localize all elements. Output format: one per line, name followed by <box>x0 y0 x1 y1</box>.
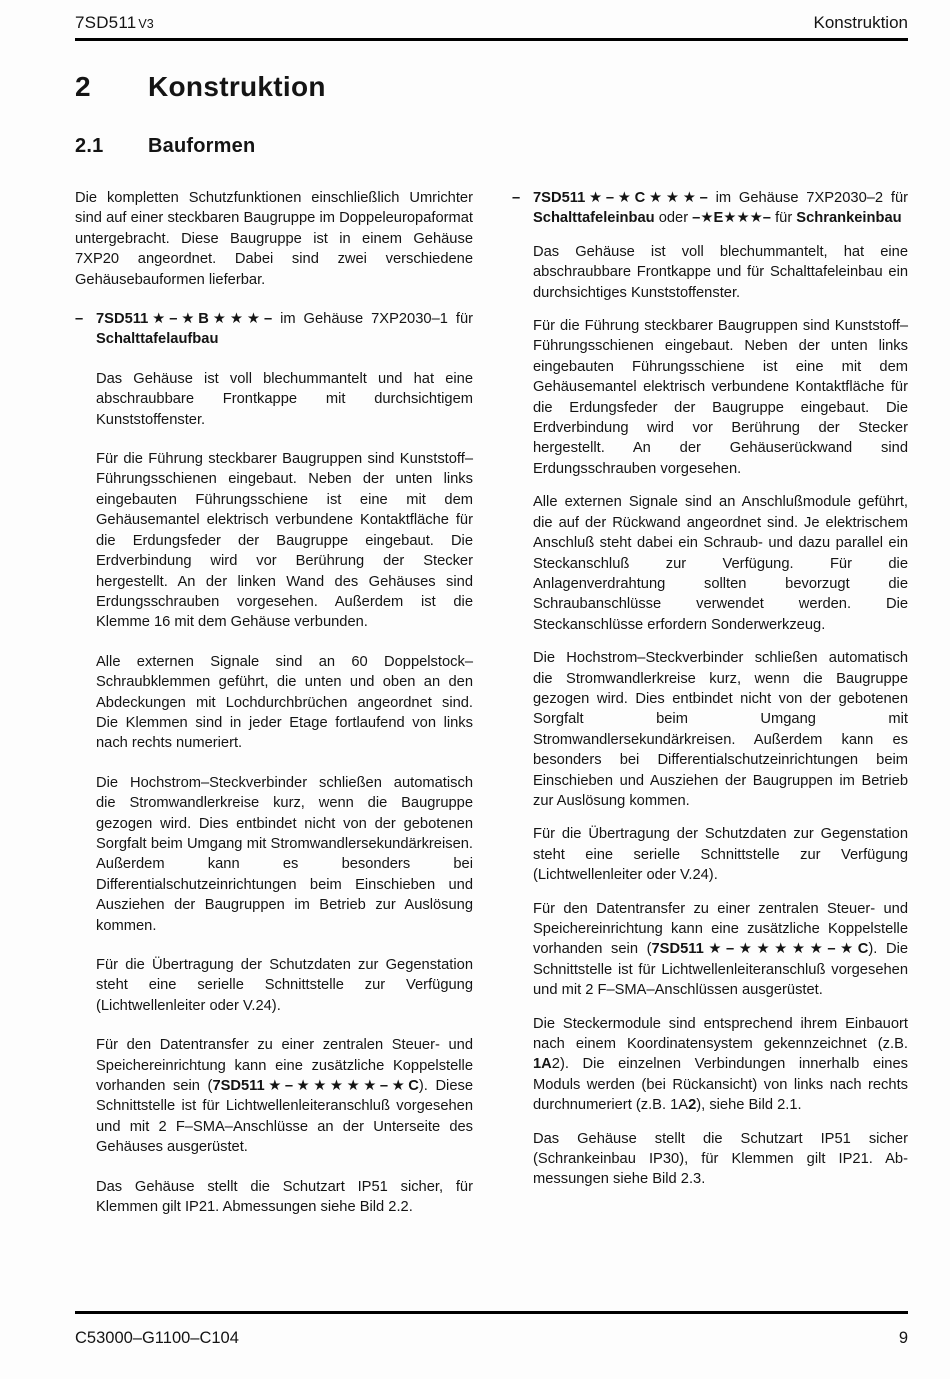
intro-paragraph: Die kompletten Schutzfunktionen einschließlich Umrichter sind auf einer steckbaren Baugruppe im Doppeleuropaformat untergebracht. Diese Baugruppe ist in einem Gehäuse 7XP20 angeordnet. Dabei sind zwei verschiedene Gehäusebauformen lieferbar. <box>75 190 473 288</box>
footer-rule <box>75 1311 908 1314</box>
chapter-number: 2 <box>75 71 91 102</box>
header-rule <box>75 38 908 41</box>
paragraph: Für den Datentransfer zu einer zentralen Steuer- und Speichereinrichtung kann eine zusätzliche Koppelstelle vorhanden sein (7SD511★–★★★★★–★C). Die Schnittstelle ist für Lichtwellenleiteranschluß vorgesehen und mit 2 F–SMA–Anschlüssen ausgerüstet. <box>533 900 908 999</box>
bullet-text: 7SD511★–★B★★★– im Gehäuse 7XP2030–1 für Schalttafelaufbau <box>96 311 474 348</box>
column-left <box>75 188 473 1236</box>
paragraph: Für die Übertragung der Schutzdaten zur Gegenstation steht eine serielle Schnittstelle zur Verfügung (Lichtwellenleiter oder V.24). <box>96 957 473 1014</box>
content-columns <box>75 188 908 1236</box>
paragraph: Für die Übertragung der Schutzdaten zur Gegenstation steht eine serielle Schnittstelle zur Verfügung (Lichtwellenleiter oder V.24). <box>533 826 908 884</box>
paragraph: Alle externen Signale sind an Anschlußmodule geführt, die auf der Rückwand angeordnet sind. Je elektrischem Anschluß steht dabei ein Schraub- und dazu parallel ein Steckanschluß zur Verfügung. Für die Anlagenverdrahtung sollten bevorzugt die Schraubanschlüsse verwendet werden. Die Steckanschlüsse erfordern Sonderwerkzeug. <box>533 494 908 633</box>
section-heading <box>75 135 255 158</box>
header-version: V3 <box>138 17 154 31</box>
bullet-dash-marker: – <box>75 311 84 328</box>
page-footer <box>75 1329 908 1348</box>
bullet-text: 7SD511★–★C★★★– im Gehäuse 7XP2030–2 für Schalttafeleinbau oder –★E★★★– für Schrankeinbau <box>533 190 909 227</box>
paragraph: Für die Führung steckbarer Baugruppen sind Kunststoff–Führungsschienen eingebaut. Neben der unten links eingebauten Führungsschiene ist eine mit dem Gehäusemantel elektrisch verbundene Kontaktfläche für die Erdungsfeder der Baugruppe eingebaut. Die Erdverbindung wird vor Berührung der Stecker hergestellt. An der Gehäuserückwand sind Erdungsschrauben vorgesehen. <box>533 318 908 477</box>
paragraph: Für die Führung steckbarer Baugruppen sind Kunststoff–Führungsschienen eingebaut. Neben der unten links eingebauten Führungsschiene ist eine mit dem Gehäusemantel elektrisch verbundene Kontaktfläche für die Erdungsfeder der Baugruppe eingebaut. Die Erdverbindung wird vor Berührung der Stecker hergestellt. An der linken Wand des Gehäuses sind Erdungsschrauben vorgesehen. Außerdem ist die Klemme 16 mit dem Gehäuse verbunden. <box>96 451 473 631</box>
bullet-dash-marker: – <box>512 190 521 206</box>
section-number: 2.1 <box>75 135 104 157</box>
chapter-title: Konstruktion <box>148 71 326 102</box>
section-title: Bauformen <box>148 135 256 157</box>
paragraph: Alle externen Signale sind an 60 Doppelstock–Schraubklemmen geführt, die unten und oben an den Abdeckungen mit Lochdurchbrüchen angeordnet sind. Die Klemmen sind in jeder Etage fortlaufend von links nach rechts numeriert. <box>96 653 473 752</box>
paragraph: Das Gehäuse ist voll blechummantelt, hat eine abschraubbare Frontkappe und für Schalttafeleinbau ein durchsichtiges Kunststoffenster. <box>533 243 908 301</box>
header-document-id <box>75 13 154 33</box>
variant-bullet-surface-mount <box>75 309 473 350</box>
column-right <box>512 188 908 1236</box>
paragraph: Für den Datentransfer zu einer zentralen Steuer- und Speichereinrichtung kann eine zusätzliche Koppelstelle vorhanden sein (7SD511★–★★★★★–★C). Diese Schnittstelle ist für Lichtwellenleiteranschluß vorgesehen und mit 2 F–SMA–Anschlüsse an der Unterseite des Gehäuses ausgerüstet. <box>96 1037 473 1156</box>
page-header <box>75 13 908 33</box>
paragraph: Die Steckermodule sind entsprechend ihrem Einbauort nach einem Koordinatensystem gekennzeichnet (z.B. 1A2). Die einzelnen Verbindungen innerhalb eines Moduls werden (bei Rückansicht) von links nach rechts durchnumeriert (z.B. 1A2), siehe Bild 2.1. <box>533 1015 908 1114</box>
page-number: 9 <box>898 1329 908 1347</box>
paragraph: Das Gehäuse stellt die Schutzart IP51 sicher (Schrankeinbau IP30), für Klemmen gilt IP21. Abmessungen siehe Bild 2.3. <box>533 1130 908 1188</box>
document-number: C53000–G1100–C104 <box>75 1329 239 1347</box>
variant-bullet-flush-mount <box>512 188 908 229</box>
paragraph: Die Hochstrom–Steckverbinder schließen automatisch die Stromwandlerkreise kurz, wenn die Baugruppe gezogen wird. Dies entbindet nicht von der gebotenen Sorgfalt beim Umgang mit Stromwandlersekundärkreisen. Außerdem kann es besonders bei Differentialschutzeinrichtungen beim Einschieben und Ausziehen der Baugruppen im Betrieb zur Auslösung kommen. <box>96 774 473 934</box>
paragraph: Das Gehäuse stellt die Schutzart IP51 sicher, für Klemmen gilt IP21. Abmessungen siehe Bild 2.2. <box>96 1178 473 1216</box>
paragraph: Das Gehäuse ist voll blechummantelt und hat eine abschraubbare Frontkappe mit durchsichtigem Kunststoffenster. <box>96 370 473 428</box>
header-model: 7SD511 <box>75 13 137 32</box>
chapter-heading <box>75 71 326 103</box>
header-running-title: Konstruktion <box>813 13 908 32</box>
paragraph: Die Hochstrom–Steckverbinder schließen automatisch die Stromwandlerkreise kurz, wenn die Baugruppe gezogen wird. Dies entbindet nicht von der gebotenen Sorgfalt beim Umgang mit Stromwandlersekundärkreisen. Außerdem kann es besonders bei Differentialschutzeinrichtungen beim Einschieben und Ausziehen der Baugruppen im Betrieb zur Auslösung kommen. <box>533 650 908 809</box>
